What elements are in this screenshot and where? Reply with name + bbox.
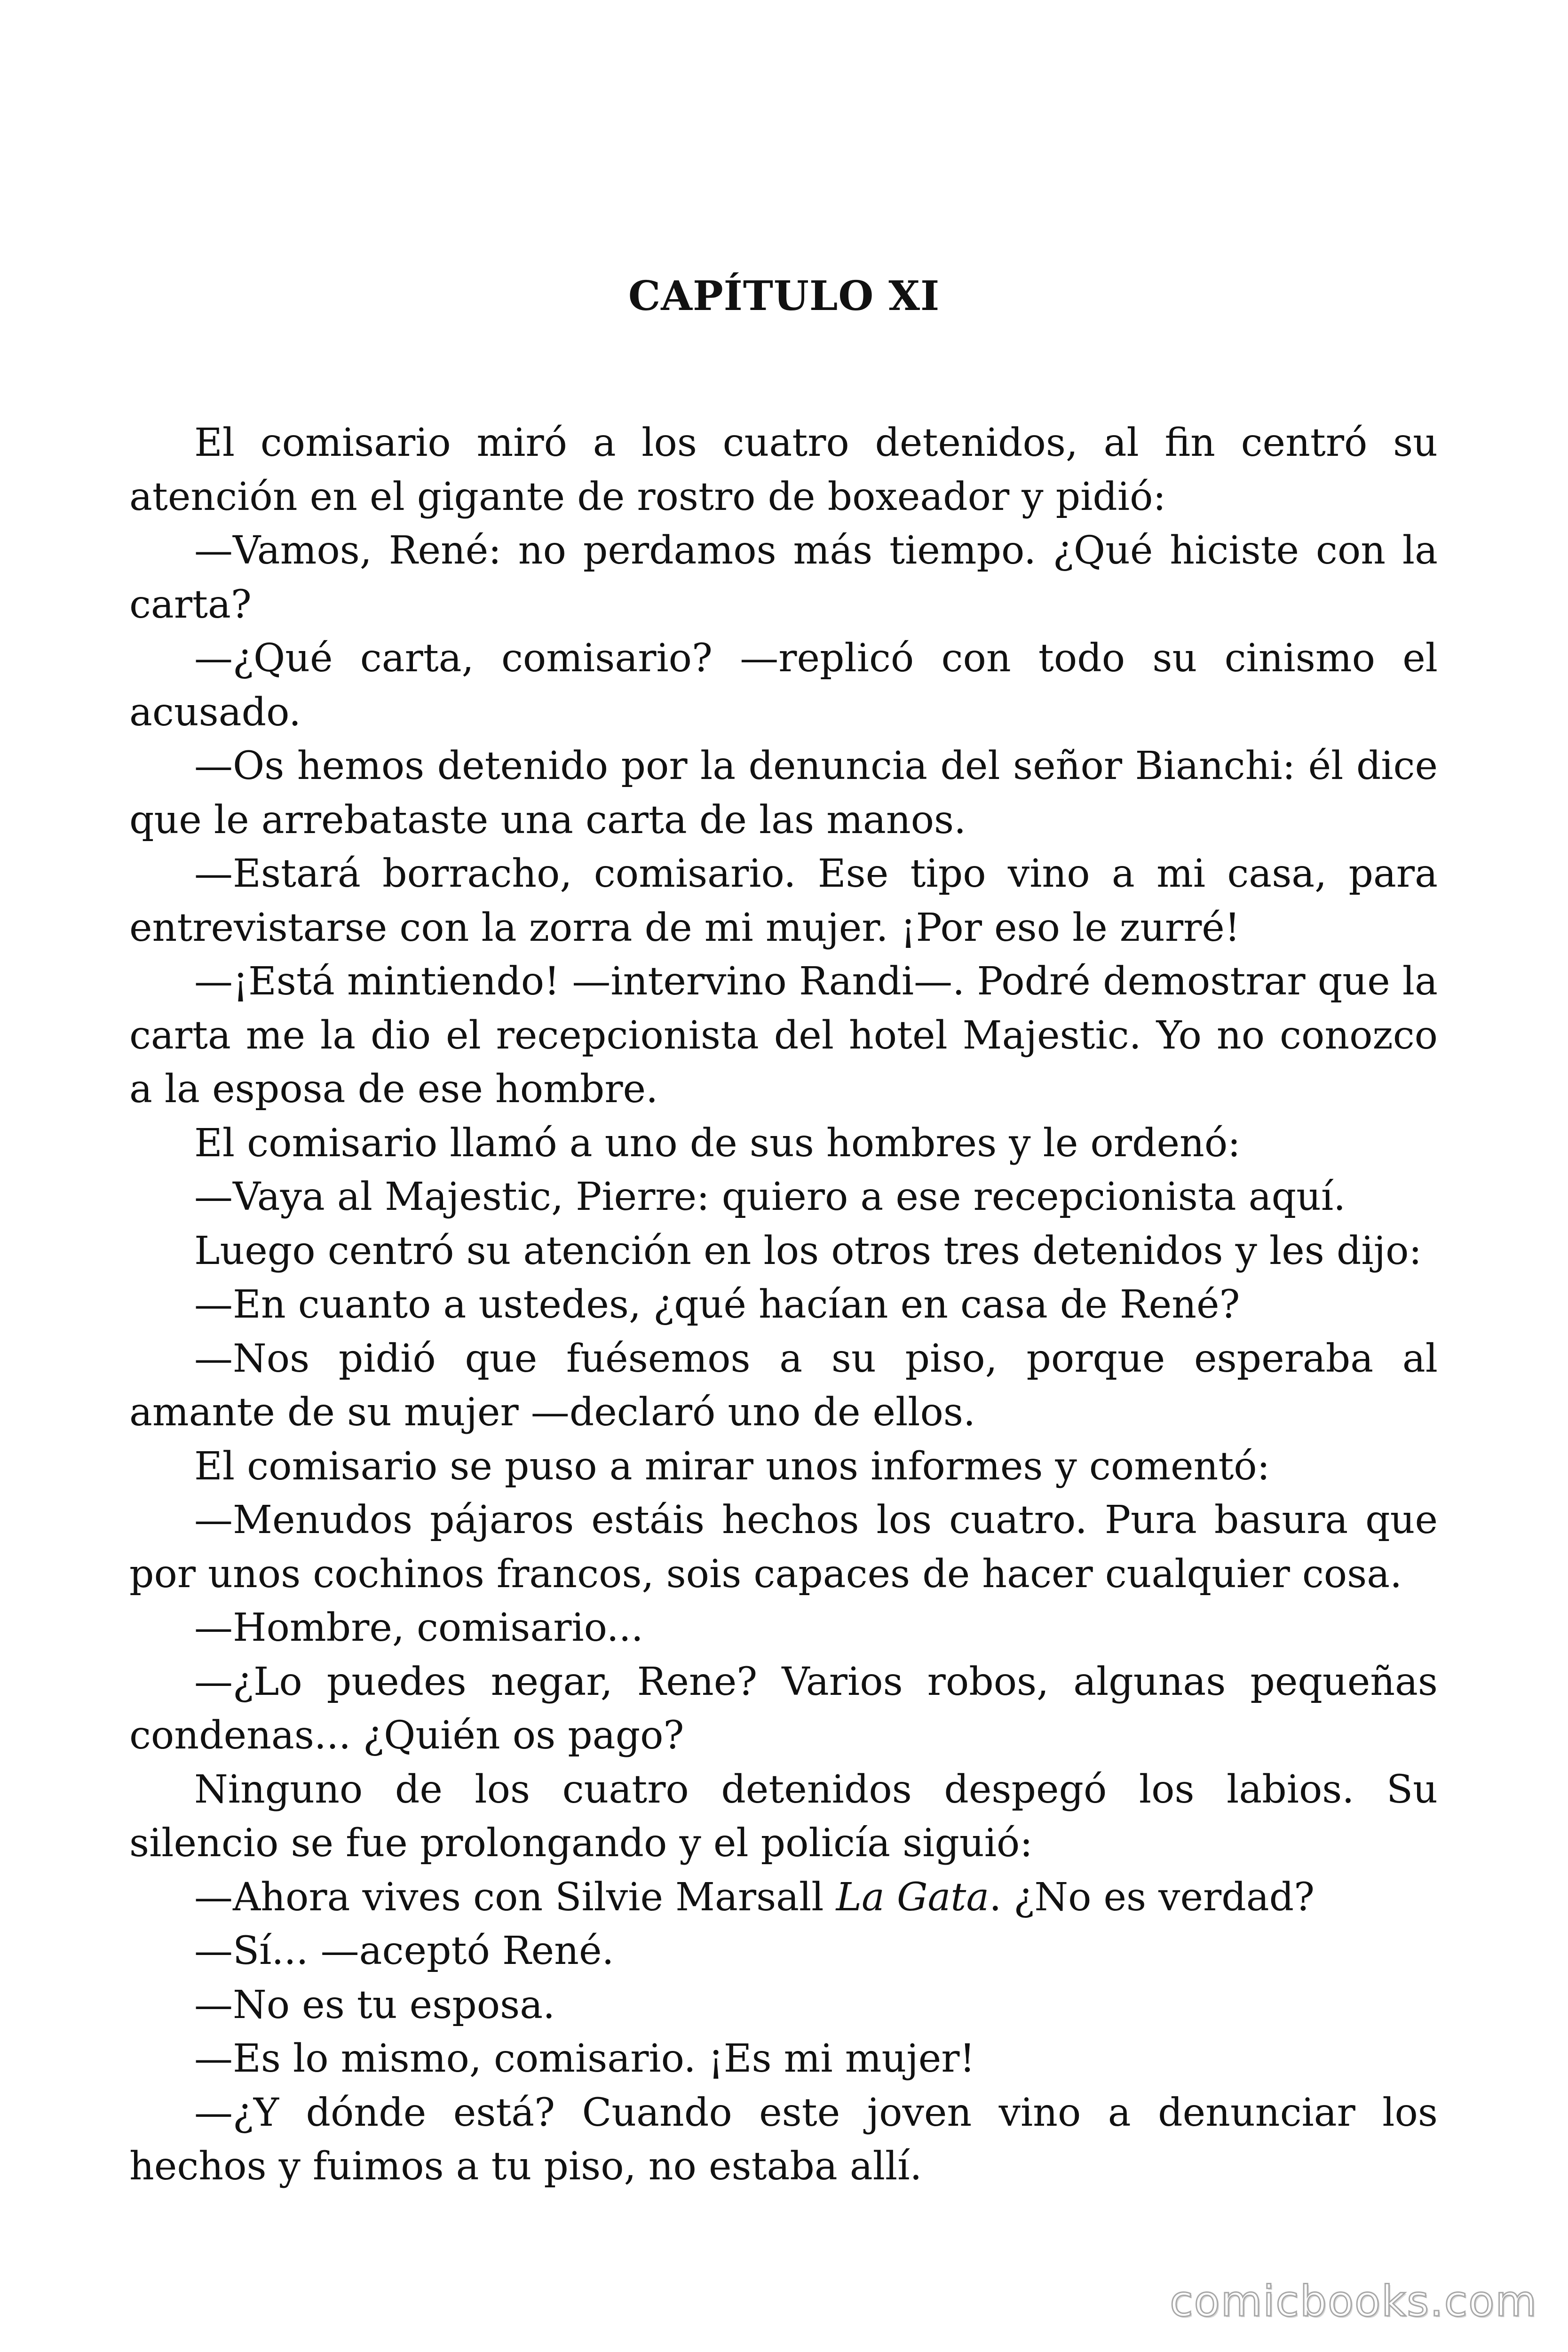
- paragraph: —Nos pidió que fuésemos a su piso, porque esperaba al amante de su mujer —declaró uno de ellos.: [129, 1336, 1438, 1435]
- paragraph: El comisario miró a los cuatro detenidos, al fin centró su atención en el gigante de rostro de boxeador y pidió:: [129, 421, 1438, 519]
- chapter-title: CAPÍTULO XI: [628, 272, 940, 320]
- paragraph: —¿Qué carta, comisario? —replicó con todo su cinismo el acusado.: [129, 636, 1438, 735]
- paragraph: —Os hemos detenido por la denuncia del señor Bianchi: él dice que le arrebataste una carta de las manos.: [129, 744, 1438, 842]
- paragraph: Luego centró su atención en los otros tres detenidos y les dijo:: [194, 1228, 1422, 1273]
- paragraph: —En cuanto a ustedes, ¿qué hacían en casa de René?: [194, 1282, 1240, 1327]
- paragraph: —No es tu esposa.: [194, 1982, 555, 2027]
- paragraph: Ninguno de los cuatro detenidos despegó los labios. Su silencio se fue prolongando y el policía siguió:: [129, 1767, 1438, 1866]
- paragraph-text-after: . ¿No es verdad?: [989, 1875, 1315, 1920]
- paragraph: —Vaya al Majestic, Pierre: quiero a ese recepcionista aquí.: [194, 1175, 1346, 1219]
- paragraph: —Estará borracho, comisario. Ese tipo vino a mi casa, para entrevistarse con la zorra de mi mujer. ¡Por eso le zurré!: [129, 851, 1438, 950]
- paragraph: —¿Lo puedes negar, Rene? Varios robos, algunas pequeñas condenas... ¿Quién os pago?: [129, 1659, 1438, 1758]
- watermark: comicbooks.com: [1170, 2277, 1537, 2326]
- paragraph: —Es lo mismo, comisario. ¡Es mi mujer!: [194, 2036, 975, 2081]
- paragraph: —Hombre, comisario...: [194, 1605, 643, 1650]
- chapter-body: [129, 416, 1438, 2194]
- paragraph: —Sí... —aceptó René.: [194, 1929, 614, 1973]
- paragraph: —¡Está mintiendo! —intervino Randi—. Podré demostrar que la carta me la dio el recepcionista del hotel Majestic. Yo no conozco a la esposa de ese hombre.: [129, 959, 1438, 1112]
- italic-nickname: La Gata: [836, 1875, 990, 1920]
- paragraph: El comisario llamó a uno de sus hombres y le ordenó:: [194, 1120, 1241, 1166]
- paragraph-text-before: —Ahora vives con Silvie Marsall: [194, 1875, 836, 1920]
- paragraph: —Vamos, René: no perdamos más tiempo. ¿Qué hiciste con la carta?: [129, 528, 1438, 627]
- paragraph: —¿Y dónde está? Cuando este joven vino a denunciar los hechos y fuimos a tu piso, no estaba allí.: [129, 2090, 1438, 2189]
- paragraph: —Menudos pájaros estáis hechos los cuatro. Pura basura que por unos cochinos francos, sois capaces de hacer cualquier cosa.: [129, 1498, 1438, 1597]
- paragraph: El comisario se puso a mirar unos informes y comentó:: [194, 1444, 1270, 1489]
- paragraph-with-italic: [129, 1871, 1438, 1925]
